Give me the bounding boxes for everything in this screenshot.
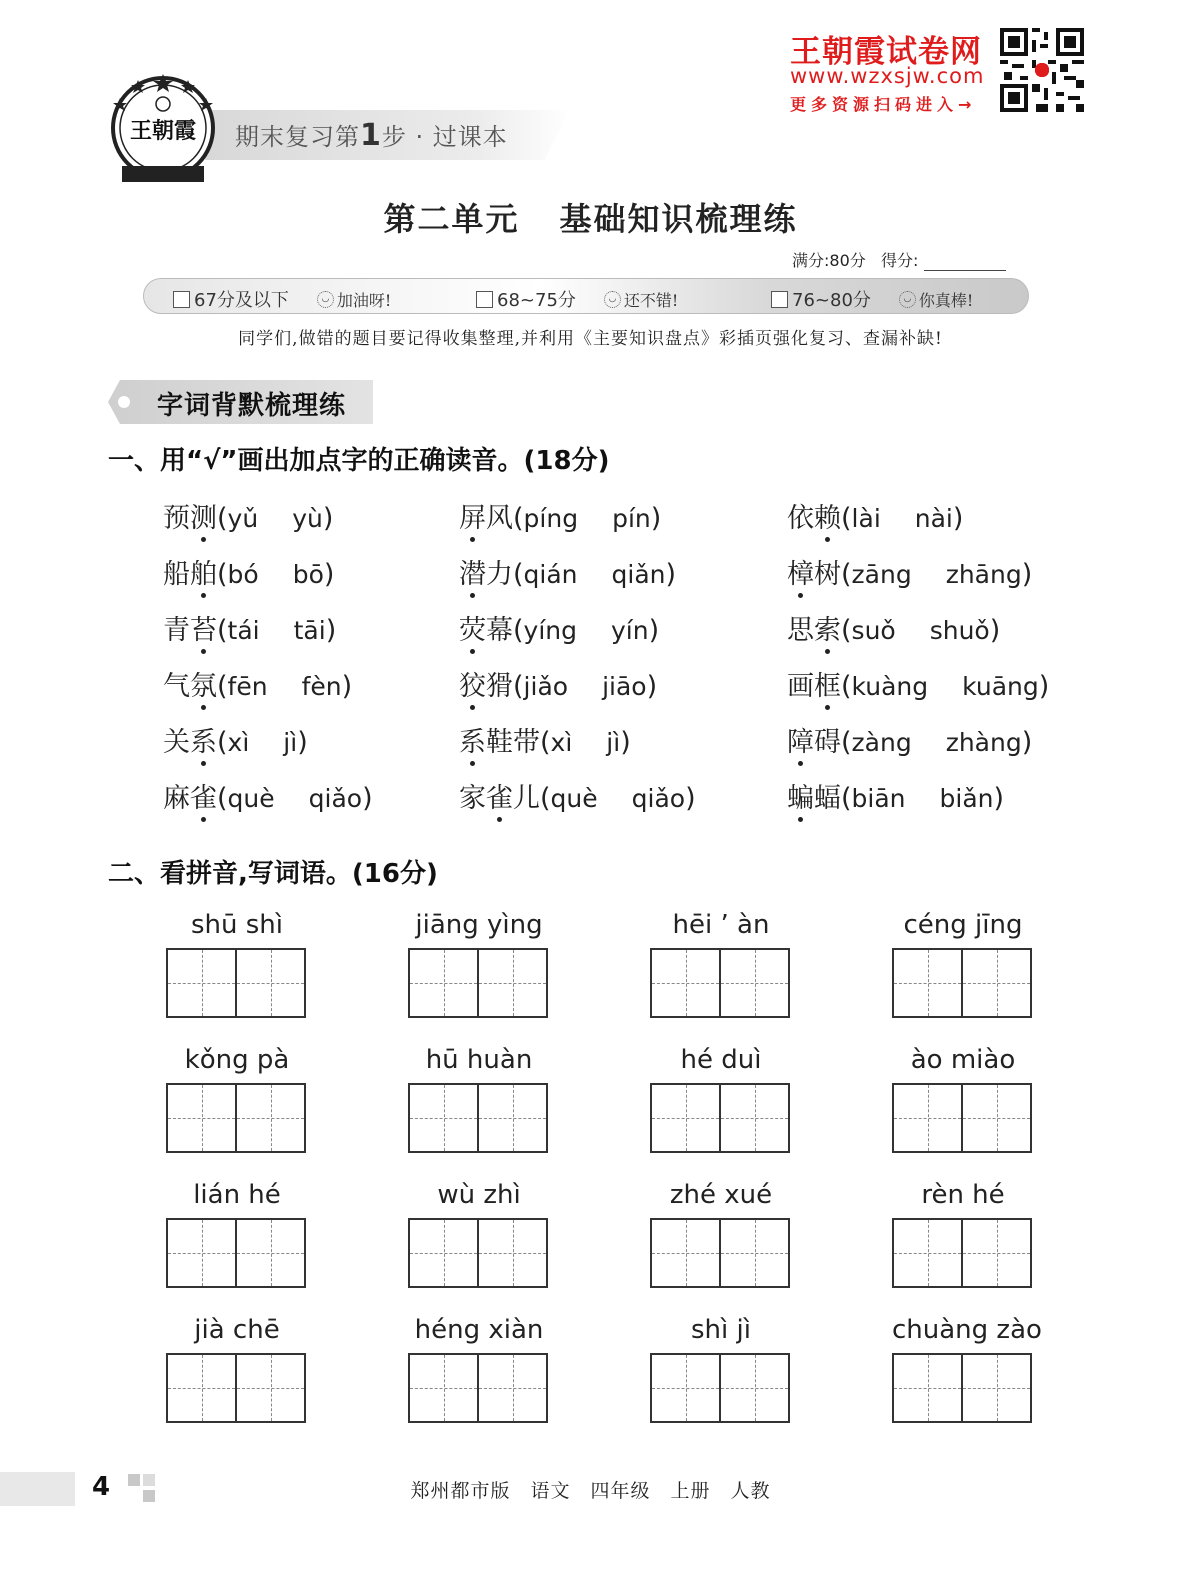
smiley-icon: ◡ xyxy=(317,291,334,308)
score-line xyxy=(792,248,1006,271)
pinyin-choice-item: 系鞋带(xì jì) xyxy=(459,727,631,758)
brand-name: 王朝霞试卷网 xyxy=(790,34,982,70)
pinyin-choice-item: 依赖(lài nài) xyxy=(787,503,964,534)
pinyin-choice-item: 狡猾(jiǎo jiāo) xyxy=(459,671,658,702)
page-title: 第二单元 基础知识梳理练 xyxy=(383,200,798,238)
pinyin-prompt: ào miào xyxy=(910,1045,1016,1075)
pinyin-choice-item: 家雀儿(què qiǎo) xyxy=(459,783,696,814)
pinyin-prompt: shū shì xyxy=(190,910,283,940)
writing-box[interactable] xyxy=(650,1218,790,1288)
pinyin-prompt: lián hé xyxy=(193,1180,281,1210)
pinyin-prompt: hū huàn xyxy=(425,1045,533,1075)
brand-scan-prompt: 更多资源扫码进入→ xyxy=(790,95,977,114)
pinyin-prompt: céng jīng xyxy=(903,910,1023,940)
writing-box[interactable] xyxy=(650,1353,790,1423)
pinyin-prompt: jià chē xyxy=(194,1315,280,1345)
checkbox[interactable] xyxy=(771,291,788,308)
writing-box[interactable] xyxy=(408,1353,548,1423)
pinyin-choice-item: 关系(xì jì) xyxy=(163,727,308,758)
writing-box[interactable] xyxy=(650,948,790,1018)
writing-box[interactable] xyxy=(892,948,1032,1018)
pinyin-choice-item: 潜力(qián qiǎn) xyxy=(459,559,677,590)
pinyin-prompt: hé duì xyxy=(680,1045,762,1075)
pinyin-choice-item: 樟树(zāng zhāng) xyxy=(787,559,1033,590)
notice-text: 同学们,做错的题目要记得收集整理,并利用《主要知识盘点》彩插页强化复习、查漏补缺! xyxy=(238,329,943,349)
pinyin-choice-item: 预测(yǔ yù) xyxy=(163,503,334,534)
pinyin-prompt: zhé xué xyxy=(669,1180,773,1210)
pinyin-choice-item: 船舶(bó bō) xyxy=(163,559,335,590)
logo-badge xyxy=(108,70,218,188)
writing-box[interactable] xyxy=(166,1353,306,1423)
section-dot-icon xyxy=(118,396,130,408)
pinyin-choice-item: 屏风(píng pín) xyxy=(459,503,662,534)
writing-box[interactable] xyxy=(408,1083,548,1153)
writing-box[interactable] xyxy=(408,1218,548,1288)
pinyin-choice-item: 荧幕(yíng yín) xyxy=(459,615,660,646)
qr-code-icon[interactable] xyxy=(1000,28,1084,112)
pinyin-prompt: jiāng yìng xyxy=(415,910,543,940)
writing-box[interactable] xyxy=(166,1218,306,1288)
writing-box[interactable] xyxy=(892,1083,1032,1153)
footer-info: 郑州都市版 语文 四年级 上册 人教 xyxy=(410,1480,771,1502)
writing-box[interactable] xyxy=(166,948,306,1018)
full-score: 满分:80分 xyxy=(792,251,866,270)
writing-box[interactable] xyxy=(892,1353,1032,1423)
pinyin-prompt: hēi ’ àn xyxy=(672,910,770,940)
page-number: 4 xyxy=(92,1472,111,1502)
smiley-icon: ◡ xyxy=(899,291,916,308)
section-label: 字词背默梳理练 xyxy=(157,391,347,421)
writing-box[interactable] xyxy=(892,1218,1032,1288)
grade-option-1: 67分及以下 ◡ 加油呀! xyxy=(173,286,391,312)
brand-url[interactable]: www.wzxsjw.com xyxy=(790,64,985,88)
logo-text: 王朝霞 xyxy=(129,118,197,144)
pinyin-choice-item: 蝙蝠(biān biǎn) xyxy=(787,783,1005,814)
checkbox[interactable] xyxy=(173,291,190,308)
pinyin-choice-item: 青苔(tái tāi) xyxy=(163,615,337,646)
pinyin-choice-item: 思索(suǒ shuǒ) xyxy=(787,615,1001,646)
step-label: 期末复习第1步 · 过课本 xyxy=(235,118,508,153)
got-score-label: 得分: xyxy=(881,251,919,270)
writing-box[interactable] xyxy=(408,948,548,1018)
grade-option-3: 76~80分 ◡ 你真棒! xyxy=(771,286,973,312)
pinyin-prompt: héng xiàn xyxy=(414,1315,544,1345)
pinyin-choice-item: 障碍(zàng zhàng) xyxy=(787,727,1033,758)
pinyin-prompt: rèn hé xyxy=(921,1180,1005,1210)
writing-box[interactable] xyxy=(166,1083,306,1153)
question-2-title: 二、看拼音,写词语。(16分) xyxy=(108,859,438,889)
pinyin-prompt: wù zhì xyxy=(437,1180,521,1210)
pinyin-choice-item: 麻雀(què qiǎo) xyxy=(163,783,373,814)
pinyin-prompt: kǒng pà xyxy=(184,1045,290,1075)
writing-box[interactable] xyxy=(650,1083,790,1153)
pinyin-prompt: shì jì xyxy=(691,1315,751,1345)
grade-option-2: 68~75分 ◡ 还不错! xyxy=(476,286,678,312)
score-blank-field[interactable] xyxy=(924,254,1006,271)
pinyin-choice-item: 气氛(fēn fèn) xyxy=(163,671,353,702)
pinyin-prompt: chuàng zào xyxy=(892,1315,1042,1345)
smiley-icon: ◡ xyxy=(604,291,621,308)
checkbox[interactable] xyxy=(476,291,493,308)
question-1-title: 一、用“√”画出加点字的正确读音。(18分) xyxy=(108,446,610,476)
pinyin-choice-item: 画框(kuàng kuāng) xyxy=(787,671,1050,702)
